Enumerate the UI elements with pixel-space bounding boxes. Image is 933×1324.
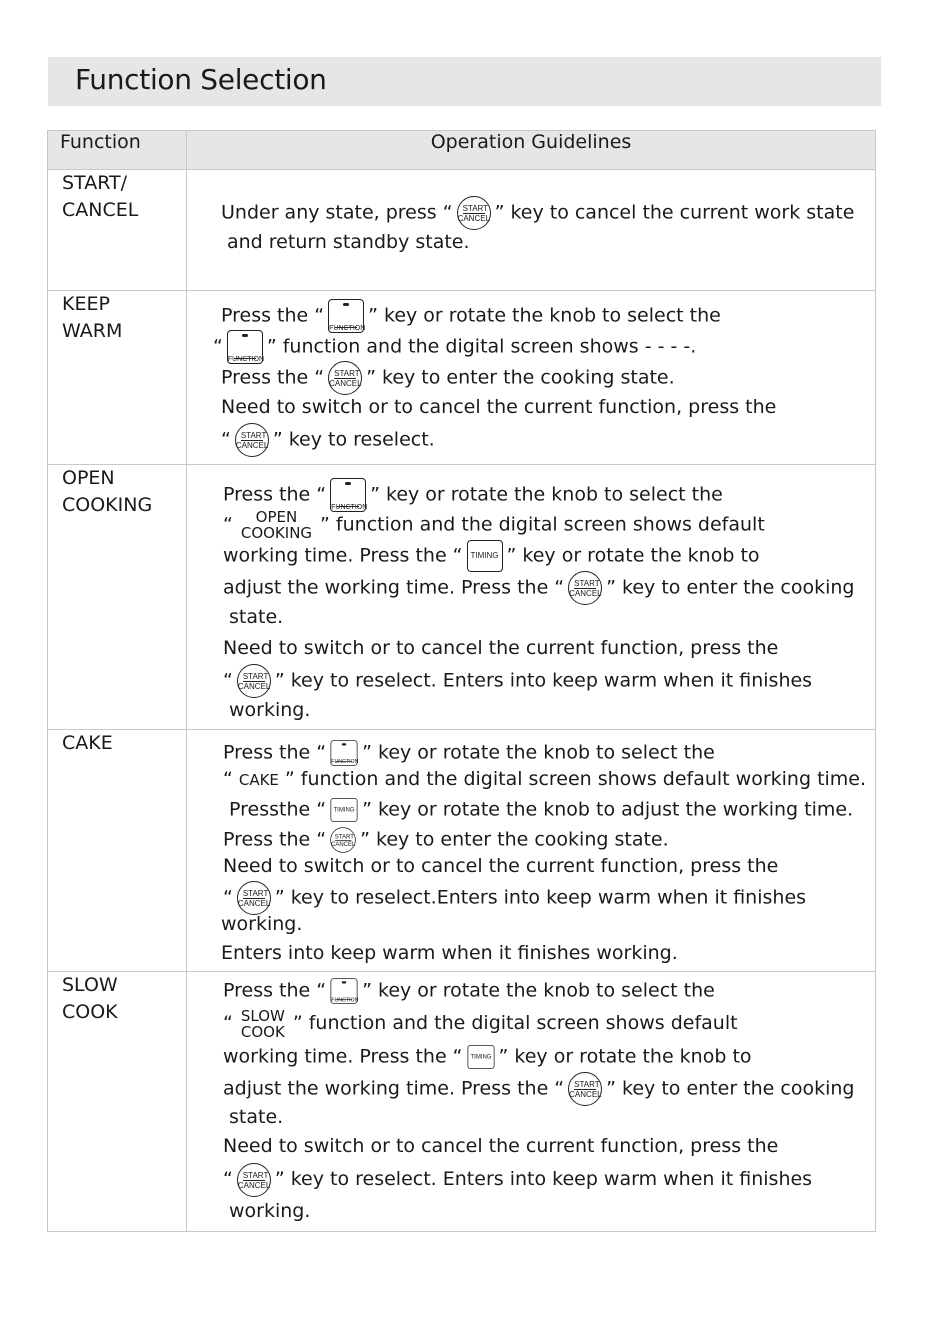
text: “	[223, 669, 233, 692]
text: ” key to enter the cooking	[606, 576, 855, 599]
cake-label: CAKE	[238, 771, 279, 789]
function-key-icon	[331, 978, 358, 1004]
text: Press the “	[221, 366, 325, 389]
guideline-line	[221, 299, 865, 330]
slow-cook-label	[241, 1008, 285, 1040]
table-row	[48, 170, 876, 291]
function-key-icon	[330, 478, 366, 512]
key-label: START	[334, 833, 354, 840]
text: ” key or rotate the knob to select the	[362, 979, 715, 1002]
guideline-cell	[187, 291, 876, 465]
text: ” key or rotate the knob to	[498, 1045, 752, 1068]
function-name	[48, 170, 187, 291]
key-label: CANCEL	[569, 1090, 602, 1099]
function-name-line: COOK	[62, 1001, 118, 1023]
key-label: CANCEL	[457, 214, 491, 223]
guideline-line: state.	[229, 1106, 284, 1128]
guideline-cell	[187, 730, 876, 972]
guideline-line: Enters into keep warm when it finishes working.	[221, 942, 678, 964]
guideline-line: Need to switch or to cancel the current function, press the	[223, 1135, 779, 1157]
text: Press the “	[223, 979, 327, 1002]
guideline-line	[223, 794, 865, 823]
guideline-line	[223, 823, 865, 852]
page-title: Function Selection	[75, 63, 327, 96]
function-name-line: START/	[62, 172, 128, 194]
key-label: START	[334, 369, 360, 378]
guideline-line	[223, 571, 865, 602]
guideline-line	[223, 974, 865, 1005]
function-name-line: CANCEL	[62, 199, 139, 221]
guideline-line	[221, 196, 865, 227]
guideline-line: working.	[221, 913, 303, 935]
start-cancel-key-icon	[235, 423, 269, 457]
guideline-line	[223, 478, 865, 509]
text: Press the “	[223, 828, 327, 851]
function-key-icon	[331, 740, 358, 766]
guideline-line	[223, 1161, 865, 1197]
text: “	[221, 428, 231, 451]
text: ” key to reselect.	[272, 428, 435, 451]
text: COOKING	[240, 524, 313, 542]
text: ” key to reselect. Enters into keep warm when it finishes	[274, 1168, 813, 1190]
keep-warm-icon	[227, 330, 263, 364]
function-name-line: COOKING	[62, 494, 153, 516]
text: ” key or rotate the knob to	[506, 544, 760, 567]
start-cancel-key-icon	[568, 571, 602, 605]
text: Press the “	[223, 483, 327, 506]
key-label: CANCEL	[237, 899, 271, 908]
timing-key-icon: TIMING	[331, 798, 358, 822]
key-label: START	[574, 579, 600, 588]
function-name	[48, 730, 187, 972]
text: “	[223, 1012, 233, 1034]
guideline-line	[223, 664, 865, 695]
key-label: START	[240, 431, 267, 440]
text: working time. Press the “	[223, 544, 463, 567]
function-name	[48, 972, 187, 1232]
guideline-line: Need to switch or to cancel the current function, press the	[223, 637, 779, 659]
start-cancel-key-icon	[568, 1072, 602, 1106]
guideline-line	[223, 540, 865, 571]
start-cancel-key-icon	[330, 827, 356, 853]
text: adjust the working time. Press the “	[223, 1077, 565, 1100]
text: ” key to reselect. Enters into keep warm when it finishes	[274, 669, 813, 692]
key-label: CANCEL	[329, 379, 362, 388]
key-label: CANCEL	[237, 1180, 271, 1190]
title-bar	[48, 57, 881, 106]
guideline-line	[221, 423, 865, 454]
text: ” function and the digital screen shows default	[320, 513, 765, 536]
header-guidelines: Operation Guidelines	[187, 131, 876, 170]
key-label: FUNCTION	[331, 759, 359, 765]
function-name	[48, 291, 187, 465]
table-row	[48, 291, 876, 465]
text: ” function and the digital screen shows - - - -.	[266, 335, 697, 358]
function-name-line: CAKE	[62, 732, 113, 754]
timing-key-icon: TIMING	[467, 540, 503, 572]
function-name	[48, 465, 187, 730]
text: Press the “	[221, 304, 325, 327]
guideline-line	[223, 1005, 865, 1041]
key-label: START	[242, 672, 269, 681]
table-row	[48, 972, 876, 1232]
guideline-line: Need to switch or to cancel the current function, press the	[223, 855, 779, 877]
text: ” key to enter the cooking state.	[360, 828, 669, 851]
guideline-line	[223, 736, 865, 765]
function-name-line: OPEN	[62, 467, 115, 489]
table-header-row	[48, 131, 876, 170]
guideline-line	[223, 881, 865, 910]
guideline-line	[213, 330, 865, 361]
text: adjust the working time. Press the “	[223, 576, 565, 599]
text: ” key or rotate the knob to select the	[362, 741, 715, 764]
key-label: START	[462, 204, 489, 213]
guideline-line	[223, 509, 865, 540]
guideline-line	[221, 361, 865, 392]
text: “	[223, 513, 233, 536]
text: SLOW	[240, 1006, 285, 1025]
text: Under any state, press “	[221, 201, 453, 224]
text: ” key to enter the cooking state.	[366, 366, 675, 389]
guideline-line	[223, 765, 865, 794]
guideline-cell	[187, 465, 876, 730]
text: “	[223, 886, 233, 909]
text: “	[213, 335, 223, 358]
table-row	[48, 730, 876, 972]
key-label: START	[242, 889, 269, 898]
guideline-line: and return standby state.	[227, 231, 470, 253]
text: ” key to cancel the current work state	[494, 201, 855, 224]
key-label: START	[574, 1080, 600, 1089]
function-name-line: WARM	[62, 320, 123, 342]
table-row	[48, 465, 876, 730]
start-cancel-key-icon	[237, 1163, 271, 1197]
text: ” key to enter the cooking	[606, 1077, 855, 1100]
text: ” key or rotate the knob to select the	[368, 304, 721, 327]
key-label: FUNCTION	[329, 325, 366, 332]
key-label: FUNCTION	[331, 504, 368, 511]
guideline-line: working.	[229, 1200, 311, 1222]
text: ” key or rotate the knob to adjust the working time.	[362, 798, 854, 821]
key-label: CANCEL	[569, 589, 602, 598]
guideline-line: state.	[229, 606, 284, 628]
text: OPEN	[255, 508, 298, 526]
text: Press the “	[223, 741, 327, 764]
text: ” function and the digital screen shows default working time.	[284, 768, 867, 790]
guideline-cell	[187, 972, 876, 1232]
text: working time. Press the “	[223, 1045, 463, 1068]
guideline-line: Need to switch or to cancel the current function, press the	[221, 396, 777, 418]
text: ” function and the digital screen shows default	[292, 1012, 738, 1034]
function-key-icon	[328, 299, 364, 333]
guideline-line	[223, 1041, 865, 1072]
guideline-line: working.	[229, 699, 311, 721]
key-label: CANCEL	[331, 840, 356, 848]
key-label: CANCEL	[237, 682, 271, 691]
timing-key-icon: TIMING	[467, 1045, 494, 1069]
key-label: CANCEL	[235, 441, 269, 450]
text: ” key to reselect.Enters into keep warm when it finishes	[274, 886, 807, 909]
function-table	[47, 130, 876, 1232]
start-cancel-key-icon	[328, 361, 362, 395]
function-name-line: KEEP	[62, 293, 110, 315]
guideline-cell	[187, 170, 876, 291]
start-cancel-key-icon	[457, 196, 491, 230]
open-cooking-label	[241, 509, 312, 541]
text: Pressthe “	[229, 798, 327, 821]
function-name-line: SLOW	[62, 974, 118, 996]
key-label: FUNCTION	[331, 997, 359, 1003]
text: COOK	[240, 1022, 285, 1041]
guideline-line	[223, 1072, 865, 1103]
key-label: FUNCTION	[227, 356, 265, 363]
header-function: Function	[48, 131, 187, 170]
start-cancel-key-icon	[237, 664, 271, 698]
text: “	[223, 1168, 233, 1190]
key-label: START	[242, 1170, 269, 1180]
text: ” key or rotate the knob to select the	[370, 483, 723, 506]
text: “	[223, 768, 233, 790]
